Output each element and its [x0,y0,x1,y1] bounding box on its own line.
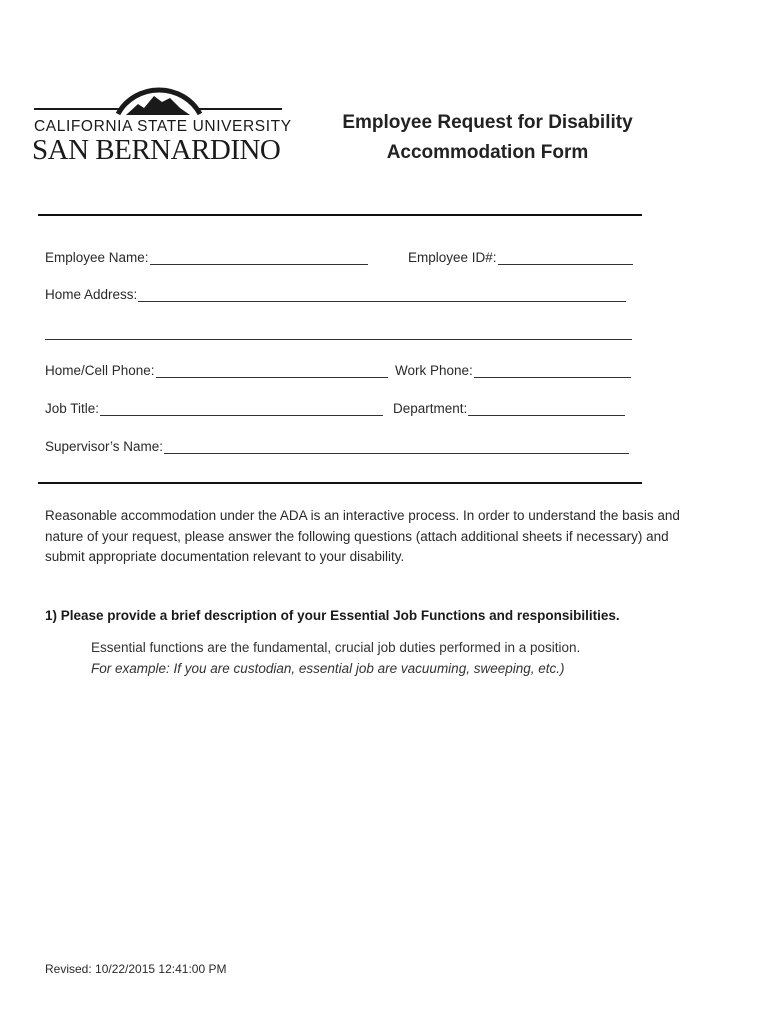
work-phone-input-line[interactable] [474,365,631,378]
question-1-example: For example: If you are custodian, essential job are vacuuming, sweeping, etc.) [91,661,565,676]
bottom-divider [38,482,642,484]
home-cell-phone-field[interactable] [45,363,388,378]
supervisor-name-input-line[interactable] [164,441,629,454]
employee-name-input-line[interactable] [150,252,368,265]
home-address-field[interactable] [45,287,626,302]
home-cell-phone-label: Home/Cell Phone: [45,363,155,378]
employee-name-field[interactable] [45,250,368,265]
department-field[interactable] [393,401,625,416]
home-address-label: Home Address: [45,287,138,302]
department-input-line[interactable] [468,403,625,416]
intro-paragraph [45,506,725,568]
work-phone-field[interactable] [395,363,631,378]
employee-id-input-line[interactable] [498,252,633,265]
employee-id-label: Employee ID#: [408,250,497,265]
form-title-line1: Employee Request for Disability [342,112,633,133]
supervisor-name-label: Supervisor’s Name: [45,439,164,454]
work-phone-label: Work Phone: [395,363,473,378]
home-cell-phone-input-line[interactable] [156,365,388,378]
question-1-heading: 1) Please provide a brief description of your Essential Job Functions and responsibilities. [45,608,620,623]
revised-date: Revised: 10/22/2015 12:41:00 PM [45,962,227,976]
job-title-input-line[interactable] [100,403,383,416]
supervisor-name-field[interactable] [45,439,629,454]
job-title-field[interactable] [45,401,383,416]
question-1-note: Essential functions are the fundamental, crucial job duties performed in a position. [91,640,581,655]
logo-university-name: CALIFORNIA STATE UNIVERSITY [34,118,292,135]
job-title-label: Job Title: [45,401,100,416]
intro-line-1: Reasonable accommodation under the ADA is an interactive process. In order to understand the basis and [45,508,680,523]
employee-id-field[interactable] [408,250,633,265]
top-divider [38,214,642,216]
department-label: Department: [393,401,468,416]
intro-line-2: nature of your request, please answer the following questions (attach additional sheets if necessary) and [45,528,669,544]
home-address-input-line-2[interactable] [45,339,632,340]
question-1-answer-area[interactable] [45,690,725,940]
intro-line-3: submit appropriate documentation relevant to your disability. [45,549,405,564]
logo-campus-name: SAN BERNARDINO [32,134,281,166]
form-title-line2: Accommodation Form [386,142,589,163]
home-address-input-line[interactable] [138,289,626,302]
employee-name-label: Employee Name: [45,250,149,265]
